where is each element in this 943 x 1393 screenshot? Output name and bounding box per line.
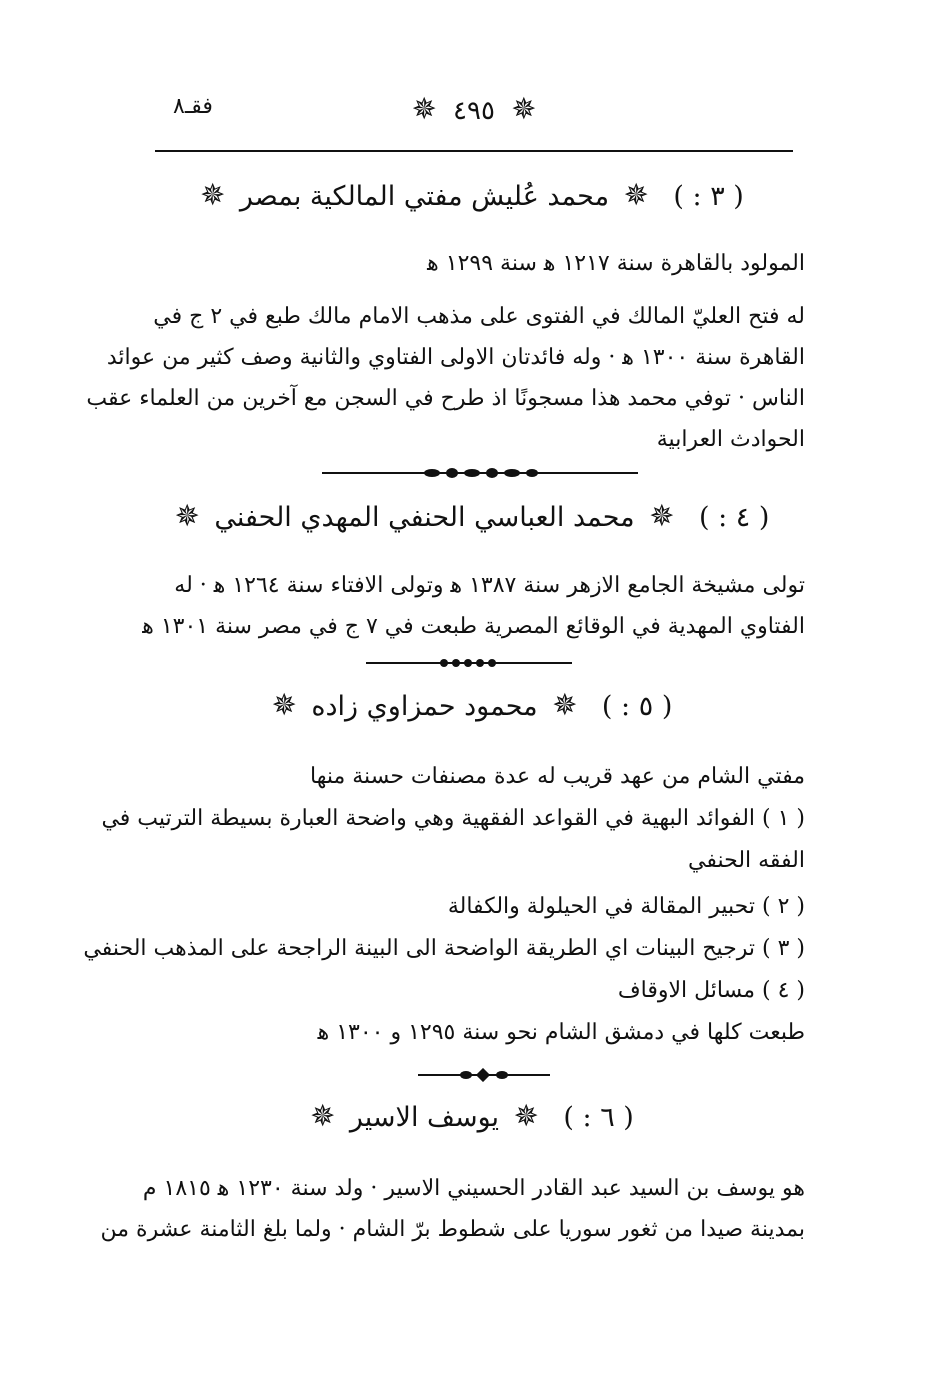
entry-title <box>155 178 793 213</box>
ornament-divider <box>322 466 638 480</box>
text-line: ( ٤ ) مسائل الاوقاف <box>617 978 805 1003</box>
text-line: الناس · توفي محمد هذا مسجونًا اذ طرح في السجن مع آخرين من العلماء عقب <box>86 386 805 411</box>
text-line: ( ٢ ) تحبير المقالة في الحيلولة والكفالة <box>447 894 805 919</box>
text-line: الفتاوي المهدية في الوقائع المصرية طبعت في ٧ ج في مصر سنة ١٣٠١ ﻫ <box>142 614 805 639</box>
floral-star-icon: ✵ <box>513 1099 539 1134</box>
text-line: بمدينة صيدا من ثغور سوريا على شطوط برّ الشام · ولما بلغ الثامنة عشرة من <box>100 1217 805 1242</box>
text-line: تولى مشيخة الجامع الازهر سنة ١٣٨٧ ﻫ وتولى الافتاء سنة ١٢٦٤ ﻫ · له <box>174 573 805 598</box>
entry-body <box>86 243 805 460</box>
page-header <box>155 92 793 142</box>
entry-number: ( ٤ : ) <box>698 502 770 533</box>
floral-star-icon: ✵ <box>411 92 437 127</box>
text-line: القاهرة سنة ١٣٠٠ ﻫ · وله فائدتان الاولى الفتاوي والثانية وصف كثير من عوائد <box>106 345 805 370</box>
entry-body <box>83 756 805 1054</box>
entry-name: محمود حمزاوي زاده <box>311 691 538 722</box>
entry-number: ( ٣ : ) <box>673 181 744 212</box>
text-line: طبعت كلها في دمشق الشام نحو سنة ١٢٩٥ و ١٣٠٠ ﻫ <box>317 1020 805 1045</box>
floral-star-icon: ✵ <box>623 178 649 213</box>
entry-name: محمد عُليش مفتي المالكية بمصر <box>239 181 610 212</box>
header-rule <box>155 150 793 152</box>
entry-body <box>142 565 805 647</box>
entry-name: يوسف الاسير <box>349 1102 500 1133</box>
text-line: المولود بالقاهرة سنة ١٢١٧ ﻫ سنة ١٢٩٩ ﻫ <box>427 251 805 276</box>
floral-star-icon: ✵ <box>200 178 226 213</box>
text-line: مفتي الشام من عهد قريب له عدة مصنفات حسنة منها <box>310 764 805 789</box>
entry-name: محمد العباسي الحنفي المهدي الحفني <box>214 502 635 533</box>
entry-title <box>155 499 793 534</box>
page-number: ٤٩٥ <box>453 96 495 126</box>
entry-title <box>155 688 793 723</box>
ornament-divider <box>366 656 572 670</box>
floral-star-icon: ✵ <box>649 499 675 534</box>
text-line: الفقه الحنفي <box>688 848 805 873</box>
entry-number: ( ٦ : ) <box>563 1102 634 1133</box>
entry-body <box>100 1168 805 1250</box>
section-label: فقـ٨ <box>173 94 213 119</box>
entry-number: ( ٥ : ) <box>601 691 673 722</box>
ornament-divider <box>418 1068 550 1082</box>
text-line: له فتح العليّ المالك في الفتوى على مذهب الامام مالك طبع في ٢ ج في <box>153 304 805 329</box>
text-line: ( ١ ) الفوائد البهية في القواعد الفقهية وهي واضحة العبارة بسيطة الترتيب في <box>101 806 805 831</box>
text-line: الحوادث العرابية <box>656 427 805 452</box>
floral-star-icon: ✵ <box>271 688 297 723</box>
text-line: هو يوسف بن السيد عبد القادر الحسيني الاسير · ولد سنة ١٢٣٠ ﻫ ١٨١٥ م <box>142 1176 805 1201</box>
text-line: ( ٣ ) ترجيح البينات اي الطريقة الواضحة الى البينة الراجحة على المذهب الحنفي <box>83 936 805 961</box>
floral-star-icon: ✵ <box>174 499 200 534</box>
page-number-line <box>155 92 793 127</box>
floral-star-icon: ✵ <box>552 688 578 723</box>
entry-title <box>155 1099 793 1134</box>
floral-star-icon: ✵ <box>310 1099 336 1134</box>
floral-star-icon: ✵ <box>511 92 537 127</box>
